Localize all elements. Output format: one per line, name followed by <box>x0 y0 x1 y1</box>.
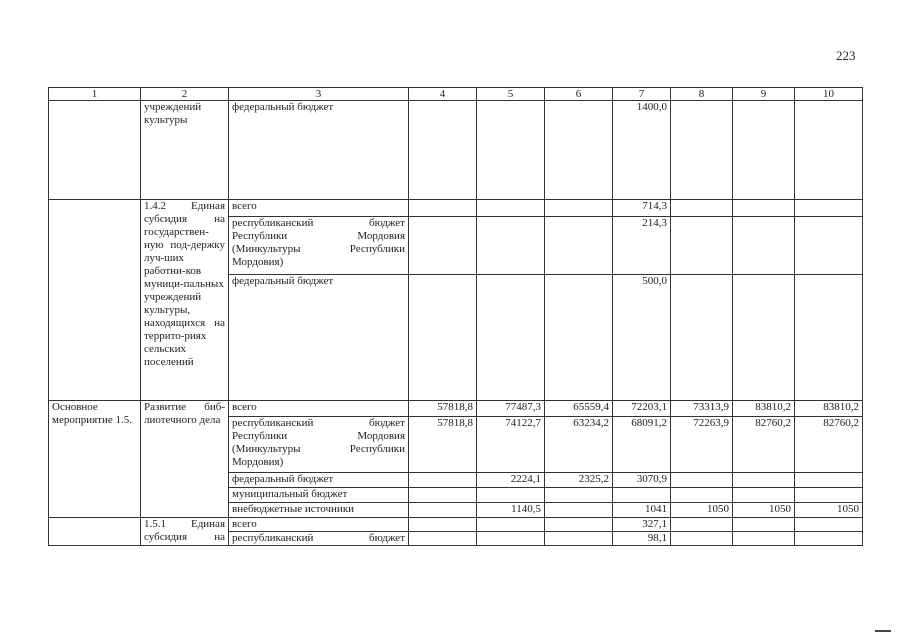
measure-cell <box>49 101 141 200</box>
activity-name-cell: Развитие биб-лиотечного дела <box>141 401 229 518</box>
column-number-cell: 1 <box>49 88 141 101</box>
amount-cell <box>733 473 795 488</box>
funding-source-cell: всего <box>229 200 409 217</box>
table-row <box>49 518 863 532</box>
amount-cell: 82760,2 <box>795 417 863 473</box>
budget-table <box>48 87 863 546</box>
amount-cell <box>613 488 671 503</box>
amount-cell <box>795 488 863 503</box>
amount-cell <box>545 503 613 518</box>
funding-source-cell: федеральный бюджет <box>229 473 409 488</box>
amount-cell: 2325,2 <box>545 473 613 488</box>
funding-source-cell: муниципальный бюджет <box>229 488 409 503</box>
amount-cell: 57818,8 <box>409 401 477 417</box>
amount-cell <box>409 473 477 488</box>
amount-cell: 65559,4 <box>545 401 613 417</box>
amount-cell: 1140,5 <box>477 503 545 518</box>
column-number-cell: 2 <box>141 88 229 101</box>
table-row <box>49 401 863 417</box>
amount-cell: 327,1 <box>613 518 671 532</box>
activity-name-cell: 1.5.1 Единая субсидия на <box>141 518 229 546</box>
amount-cell: 68091,2 <box>613 417 671 473</box>
amount-cell: 63234,2 <box>545 417 613 473</box>
column-number-cell: 3 <box>229 88 409 101</box>
funding-source-cell: республиканский бюджет <box>229 532 409 546</box>
scan-mark <box>875 630 891 632</box>
column-number-cell: 5 <box>477 88 545 101</box>
amount-cell: 83810,2 <box>795 401 863 417</box>
funding-source-cell: республиканский бюджет Республики Мордовия (Минкультуры Республики Мордовия) <box>229 417 409 473</box>
amount-cell: 2224,1 <box>477 473 545 488</box>
amount-cell <box>477 488 545 503</box>
amount-cell: 1041 <box>613 503 671 518</box>
amount-cell: 714,3 <box>613 200 671 217</box>
amount-cell <box>545 488 613 503</box>
amount-cell: 500,0 <box>613 275 671 401</box>
column-number-cell: 9 <box>733 88 795 101</box>
funding-source-cell: федеральный бюджет <box>229 101 409 200</box>
activity-name-cell: 1.4.2 Единая субсидия на государствен-ную под-держку луч-ших работни-ков муници-пальных учреждений культуры, находящихся на террито-риях сельских поселений <box>141 200 229 401</box>
table-row <box>49 101 863 200</box>
activity-name-cell: учреждений культуры <box>141 101 229 200</box>
amount-cell: 1050 <box>671 503 733 518</box>
column-number-cell: 4 <box>409 88 477 101</box>
amount-cell: 1050 <box>795 503 863 518</box>
amount-cell: 72203,1 <box>613 401 671 417</box>
measure-cell <box>49 518 141 546</box>
page-number: 223 <box>836 48 856 63</box>
amount-cell: 77487,3 <box>477 401 545 417</box>
amount-cell: 1050 <box>733 503 795 518</box>
amount-cell: 1400,0 <box>613 101 671 200</box>
amount-cell <box>733 488 795 503</box>
main-measure-cell: Основное мероприятие 1.5. <box>49 401 141 518</box>
amount-cell <box>409 488 477 503</box>
amount-cell: 83810,2 <box>733 401 795 417</box>
amount-cell <box>795 473 863 488</box>
measure-cell <box>49 200 141 401</box>
column-number-row <box>49 88 863 101</box>
amount-cell: 3070,9 <box>613 473 671 488</box>
column-number-cell: 7 <box>613 88 671 101</box>
amount-cell: 72263,9 <box>671 417 733 473</box>
funding-source-cell: всего <box>229 401 409 417</box>
amount-cell <box>671 488 733 503</box>
amount-cell: 74122,7 <box>477 417 545 473</box>
table-row <box>49 200 863 217</box>
column-number-cell: 10 <box>795 88 863 101</box>
amount-cell: 73313,9 <box>671 401 733 417</box>
amount-cell: 214,3 <box>613 217 671 275</box>
funding-source-cell: всего <box>229 518 409 532</box>
column-number-cell: 6 <box>545 88 613 101</box>
amount-cell: 57818,8 <box>409 417 477 473</box>
funding-source-cell: федеральный бюджет <box>229 275 409 401</box>
amount-cell: 98,1 <box>613 532 671 546</box>
amount-cell <box>409 503 477 518</box>
amount-cell <box>671 473 733 488</box>
column-number-cell: 8 <box>671 88 733 101</box>
funding-source-cell: республиканский бюджет Республики Мордовия (Минкультуры Республики Мордовия) <box>229 217 409 275</box>
amount-cell: 82760,2 <box>733 417 795 473</box>
funding-source-cell: внебюджетные источники <box>229 503 409 518</box>
